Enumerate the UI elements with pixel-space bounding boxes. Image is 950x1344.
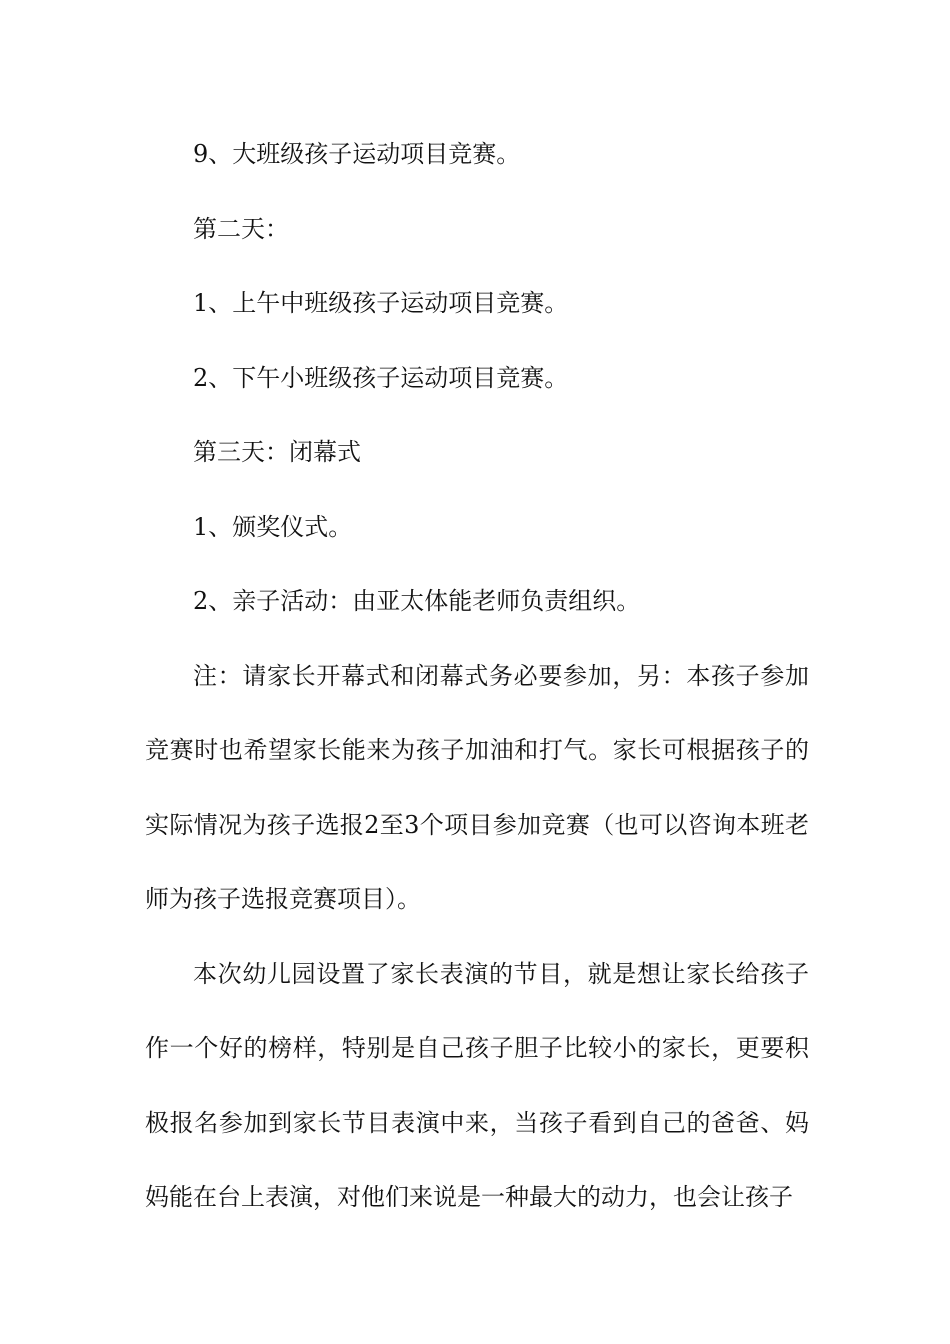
paragraph-parent-performance: 本次幼儿园设置了家长表演的节目，就是想让家长给孩子作一个好的榜样，特别是自己孩子胆子比较小的家长，更要积极报名参加到家长节目表演中来，当孩子看到自己的爸爸、妈妈能在台上表演，对他们来说是一种最大的动力，也会让孩子 xyxy=(145,959,809,1211)
paragraph-day-three-heading: 第三天：闭幕式 xyxy=(193,438,361,466)
document-page xyxy=(145,117,809,1235)
paragraph-note: 注：请家长开幕式和闭幕式务必要参加，另：本孩子参加竞赛时也希望家长能来为孩子加油和打气。家长可根据孩子的实际情况为孩子选报2至3个项目参加竞赛（也可以咨询本班老师为孩子选报竞赛项目）。 xyxy=(145,661,809,913)
paragraph-item-1-morning: 1、上午中班级孩子运动项目竞赛。 xyxy=(193,289,569,317)
paragraph-item-1-awards: 1、颁奖仪式。 xyxy=(193,512,353,541)
paragraph-day-two-heading: 第二天： xyxy=(193,214,289,243)
paragraph-item-2-parent-child: 2、亲子活动：由亚太体能老师负责组织。 xyxy=(193,587,641,615)
paragraph-item-2-afternoon: 2、下午小班级孩子运动项目竞赛。 xyxy=(193,363,569,392)
paragraph-item-9-large-class: 9、大班级孩子运动项目竞赛。 xyxy=(193,140,521,168)
